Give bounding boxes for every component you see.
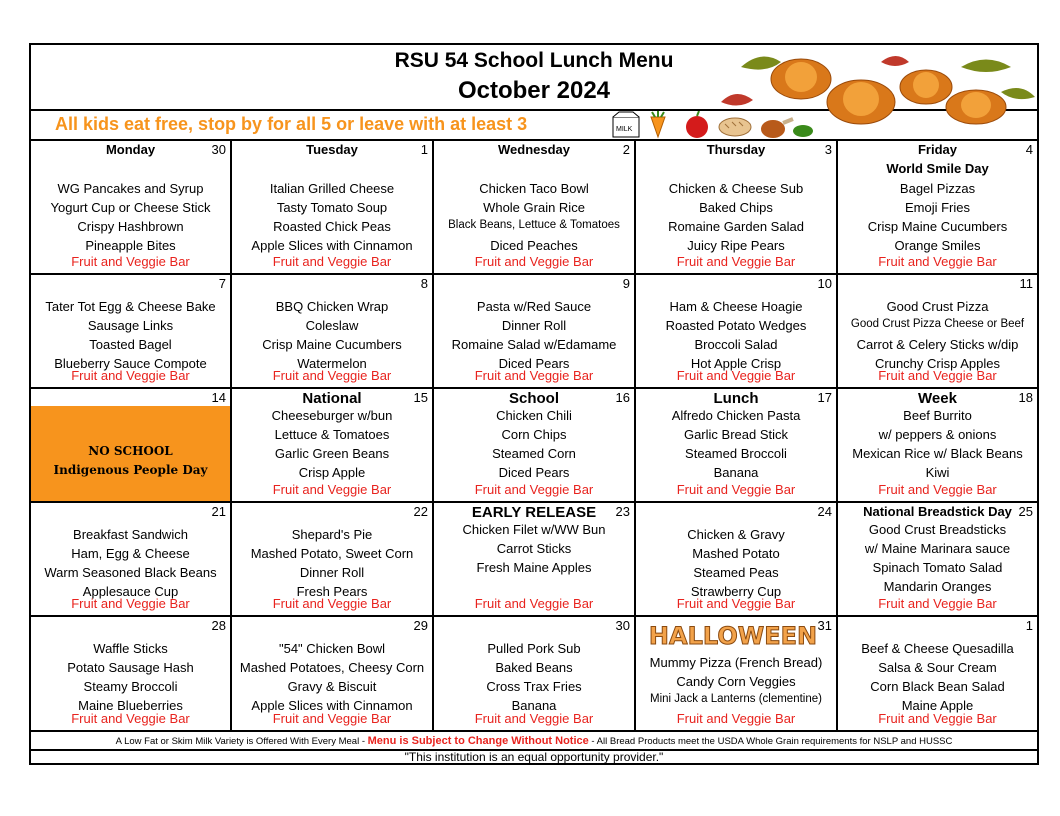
menu-item: Ham & Cheese Hoagie (669, 299, 803, 314)
day-name: Monday (105, 142, 156, 157)
menu-item: Romaine Salad w/Edamame (451, 337, 617, 352)
fruit-veggie-bar: Fruit and Veggie Bar (272, 368, 392, 383)
day-number: 25 (1018, 504, 1033, 519)
menu-item: Warm Seasoned Black Beans (44, 565, 217, 580)
day-cell (31, 389, 232, 503)
fruit-veggie-bar: Fruit and Veggie Bar (272, 482, 392, 497)
menu-item: Mashed Potato (692, 546, 780, 561)
menu-item: Roasted Chick Peas (273, 219, 391, 234)
menu-item: Strawberry Cup (690, 584, 782, 599)
no-school-label: NO SCHOOL (88, 444, 173, 458)
fruit-veggie-bar: Fruit and Veggie Bar (272, 596, 392, 611)
day-name: Tuesday (306, 142, 358, 157)
menu-item: Tater Tot Egg & Cheese Bake (45, 299, 216, 314)
fruit-veggie-bar: Fruit and Veggie Bar (71, 711, 190, 726)
day-cell (232, 141, 434, 275)
fruit-veggie-bar: Fruit and Veggie Bar (474, 254, 594, 269)
fruit-veggie-bar: Fruit and Veggie Bar (878, 596, 997, 611)
menu-item: Mashed Potato, Sweet Corn (250, 546, 414, 561)
menu-item: Good Crust Pizza Cheese or Beef (850, 318, 1025, 330)
menu-item: Dinner Roll (501, 318, 567, 333)
menu-item: Diced Pears (498, 356, 570, 371)
day-number: 14 (211, 390, 226, 405)
menu-item: Mummy Pizza (French Bread) (649, 655, 823, 670)
fruit-veggie-bar: Fruit and Veggie Bar (878, 711, 997, 726)
day-cell (434, 275, 636, 389)
day-heading: National Breadstick Day (863, 504, 1012, 519)
day-number: 10 (817, 276, 832, 291)
menu-item: Baked Chips (699, 200, 773, 215)
change-notice: Menu is Subject to Change Without Notice (367, 735, 589, 747)
fruit-veggie-bar: Fruit and Veggie Bar (474, 482, 594, 497)
menu-item: Steamed Corn (492, 446, 576, 461)
menu-item: Chicken Taco Bowl (479, 181, 589, 196)
menu-item: w/ peppers & onions (878, 427, 997, 442)
menu-item: Ham, Egg & Cheese (71, 546, 190, 561)
fruit-veggie-bar: Fruit and Veggie Bar (474, 368, 594, 383)
day-heading: School (508, 390, 559, 407)
menu-item: Cross Trax Fries (486, 679, 582, 694)
day-name: Wednesday (497, 142, 570, 157)
menu-item: Mexican Rice w/ Black Beans (852, 446, 1023, 461)
day-number: 31 (817, 618, 832, 633)
menu-item: Fresh Pears (296, 584, 368, 599)
day-number: 23 (615, 504, 630, 519)
day-number: 24 (817, 504, 832, 519)
menu-item: Candy Corn Veggies (676, 674, 796, 689)
menu-item: Banana (511, 698, 557, 713)
menu-item: Diced Pears (498, 465, 570, 480)
menu-item: Waffle Sticks (93, 641, 168, 656)
day-number: 11 (1019, 276, 1033, 291)
day-number: 8 (420, 276, 428, 291)
menu-item: Breakfast Sandwich (73, 527, 188, 542)
menu-item: Apple Slices with Cinnamon (251, 238, 413, 253)
milk-label: MILK (616, 126, 633, 133)
day-number: 2 (622, 142, 630, 157)
menu-item: Orange Smiles (894, 238, 981, 253)
menu-item: Diced Peaches (490, 238, 578, 253)
day-cell (636, 275, 838, 389)
day-heading: Week (918, 390, 957, 407)
menu-item: Beef & Cheese Quesadilla (861, 641, 1014, 656)
day-cell (636, 141, 838, 275)
day-cell (838, 617, 1037, 732)
fruit-veggie-bar: Fruit and Veggie Bar (676, 482, 796, 497)
menu-item: Crunchy Crisp Apples (875, 356, 1000, 371)
day-number: 4 (1025, 142, 1033, 157)
menu-item: Maine Blueberries (78, 698, 183, 713)
day-number: 29 (413, 618, 428, 633)
day-cell (636, 389, 838, 503)
menu-item: Garlic Green Beans (274, 446, 390, 461)
day-cell (434, 389, 636, 503)
equal-opportunity-note: "This institution is an equal opportunity provider." (404, 750, 664, 764)
menu-item: Chicken Chili (496, 408, 572, 423)
menu-item: Watermelon (297, 356, 367, 371)
day-cell (232, 503, 434, 617)
day-cell (434, 503, 636, 617)
menu-item: BBQ Chicken Wrap (275, 299, 389, 314)
fruit-veggie-bar: Fruit and Veggie Bar (474, 711, 594, 726)
day-cell (838, 141, 1037, 275)
menu-item: Good Crust Pizza (886, 299, 989, 314)
menu-item: Chicken & Gravy (687, 527, 785, 542)
day-cell (232, 617, 434, 732)
day-cell (31, 617, 232, 732)
menu-item: Yogurt Cup or Cheese Stick (50, 200, 211, 215)
day-cell (232, 389, 434, 503)
day-number: 15 (413, 390, 428, 405)
menu-item: Alfredo Chicken Pasta (671, 408, 801, 423)
day-cell (31, 503, 232, 617)
day-number: 22 (413, 504, 428, 519)
menu-item: Tasty Tomato Soup (276, 200, 388, 215)
day-cell (838, 503, 1037, 617)
fruit-veggie-bar: Fruit and Veggie Bar (676, 368, 796, 383)
day-cell (434, 617, 636, 732)
day-number: 30 (615, 618, 630, 633)
menu-item: Carrot Sticks (496, 541, 572, 556)
fruit-veggie-bar: Fruit and Veggie Bar (676, 596, 796, 611)
menu-item: Mini Jack a Lanterns (clementine) (650, 693, 822, 705)
day-cell (31, 141, 232, 275)
menu-item: Lettuce & Tomatoes (274, 427, 390, 442)
day-cell (636, 503, 838, 617)
day-cell (31, 275, 232, 389)
menu-item: Romaine Garden Salad (668, 219, 804, 234)
menu-item: Garlic Bread Stick (683, 427, 789, 442)
menu-item: Broccoli Salad (694, 337, 778, 352)
day-cell (232, 275, 434, 389)
fruit-veggie-bar: Fruit and Veggie Bar (272, 254, 392, 269)
fruit-veggie-bar: Fruit and Veggie Bar (71, 368, 190, 383)
menu-item: w/ Maine Marinara sauce (864, 541, 1011, 556)
menu-item: Bagel Pizzas (899, 181, 976, 196)
menu-item: Toasted Bagel (89, 337, 172, 352)
menu-item: Fresh Maine Apples (476, 560, 592, 575)
milk-note: A Low Fat or Skim Milk Variety is Offered With Every Meal - (115, 736, 368, 747)
fruit-veggie-bar: Fruit and Veggie Bar (676, 254, 796, 269)
menu-item: Sausage Links (87, 318, 174, 333)
promo-text: All kids eat free, stop by for all 5 or leave with at least 3 (55, 114, 528, 134)
fruit-veggie-bar: Fruit and Veggie Bar (272, 711, 392, 726)
menu-item: Roasted Potato Wedges (665, 318, 807, 333)
menu-item: "54" Chicken Bowl (278, 641, 386, 656)
menu-item: Emoji Fries (904, 200, 970, 215)
fruit-veggie-bar: Fruit and Veggie Bar (878, 482, 997, 497)
menu-item: Spinach Tomato Salad (872, 560, 1003, 575)
menu-item: Blueberry Sauce Compote (54, 356, 207, 371)
menu-item: Good Crust Breadsticks (868, 522, 1007, 537)
menu-item: Steamy Broccoli (83, 679, 178, 694)
menu-item: Hot Apple Crisp (690, 356, 782, 371)
menu-item: Maine Apple (901, 698, 974, 713)
menu-item: Coleslaw (305, 318, 359, 333)
menu-item: Whole Grain Rice (483, 200, 585, 215)
day-heading: World Smile Day (886, 161, 989, 176)
menu-item: Carrot & Celery Sticks w/dip (856, 337, 1019, 352)
menu-item: Pasta w/Red Sauce (476, 299, 592, 314)
fruit-veggie-bar: Fruit and Veggie Bar (71, 254, 190, 269)
menu-item: Beef Burrito (903, 408, 972, 423)
day-number: 21 (211, 504, 226, 519)
day-number: 17 (817, 390, 832, 405)
menu-item: Banana (713, 465, 759, 480)
fruit-veggie-bar: Fruit and Veggie Bar (676, 711, 796, 726)
menu-frame (29, 43, 1039, 765)
day-number: 18 (1018, 390, 1033, 405)
day-cell (434, 141, 636, 275)
fruit-veggie-bar: Fruit and Veggie Bar (71, 596, 190, 611)
menu-item: Kiwi (925, 465, 950, 480)
day-name: Thursday (706, 142, 766, 157)
day-cell (636, 617, 838, 732)
menu-item: Pulled Pork Sub (487, 641, 581, 656)
menu-item: Crispy Hashbrown (77, 219, 184, 234)
menu-item: Salsa & Sour Cream (878, 660, 997, 675)
menu-item: Cheeseburger w/bun (271, 408, 393, 423)
menu-item: Crisp Maine Cucumbers (262, 337, 402, 352)
menu-item: Chicken Filet w/WW Bun (462, 522, 606, 537)
menu-item: Crisp Maine Cucumbers (867, 219, 1008, 234)
menu-item: Corn Black Bean Salad (870, 679, 1005, 694)
day-cell (838, 275, 1037, 389)
day-number: 28 (211, 618, 226, 633)
menu-item: Chicken & Cheese Sub (668, 181, 804, 196)
menu-item: Shepard's Pie (291, 527, 373, 542)
menu-item: Apple Slices with Cinnamon (251, 698, 413, 713)
footer-notes (31, 733, 1037, 751)
day-heading: EARLY RELEASE (471, 504, 597, 521)
day-cell (838, 389, 1037, 503)
menu-title: RSU 54 School Lunch Menu (394, 49, 674, 72)
fruit-veggie-bar: Fruit and Veggie Bar (878, 368, 997, 383)
day-number: 1 (1025, 618, 1033, 633)
fruit-veggie-bar: Fruit and Veggie Bar (474, 596, 594, 611)
menu-header (31, 45, 1037, 111)
no-school-block (31, 406, 230, 502)
menu-item: Potato Sausage Hash (67, 660, 194, 675)
halloween-banner-icon (648, 622, 818, 648)
day-heading: National (302, 390, 362, 407)
menu-month: October 2024 (457, 77, 611, 104)
day-number: 9 (622, 276, 630, 291)
menu-item: Baked Beans (495, 660, 573, 675)
menu-item: Mashed Potatoes, Cheesy Corn (239, 660, 425, 675)
menu-item: Crisp Apple (298, 465, 366, 480)
menu-item: Italian Grilled Cheese (269, 181, 395, 196)
day-name: Friday (917, 142, 957, 157)
promo-banner (31, 109, 1037, 141)
menu-item: Corn Chips (501, 427, 567, 442)
menu-item: Black Beans, Lettuce & Tomatoes (448, 219, 620, 231)
day-heading: Lunch (713, 390, 759, 407)
menu-item: WG Pancakes and Syrup (57, 181, 204, 196)
day-number: 3 (824, 142, 832, 157)
menu-item: Gravy & Biscuit (287, 679, 377, 694)
holiday-label: Indigenous People Day (53, 463, 208, 477)
bread-note: - All Bread Products meet the USDA Whole Grain requirements for NSLP and HUSSC (588, 736, 953, 747)
menu-item: Dinner Roll (299, 565, 365, 580)
fruit-veggie-bar: Fruit and Veggie Bar (878, 254, 997, 269)
food-group-icons (611, 111, 831, 139)
day-number: 16 (615, 390, 630, 405)
day-number: 7 (218, 276, 226, 291)
menu-item: Pineapple Bites (85, 238, 176, 253)
menu-item: Applesauce Cup (82, 584, 179, 599)
menu-item: Steamed Peas (693, 565, 779, 580)
day-number: 30 (211, 142, 226, 157)
day-number: 1 (420, 142, 428, 157)
menu-item: Mandarin Oranges (883, 579, 992, 594)
halloween-text: HALLOWEEN (648, 622, 818, 648)
menu-item: Juicy Ripe Pears (687, 238, 785, 253)
menu-item: Steamed Broccoli (685, 446, 787, 461)
